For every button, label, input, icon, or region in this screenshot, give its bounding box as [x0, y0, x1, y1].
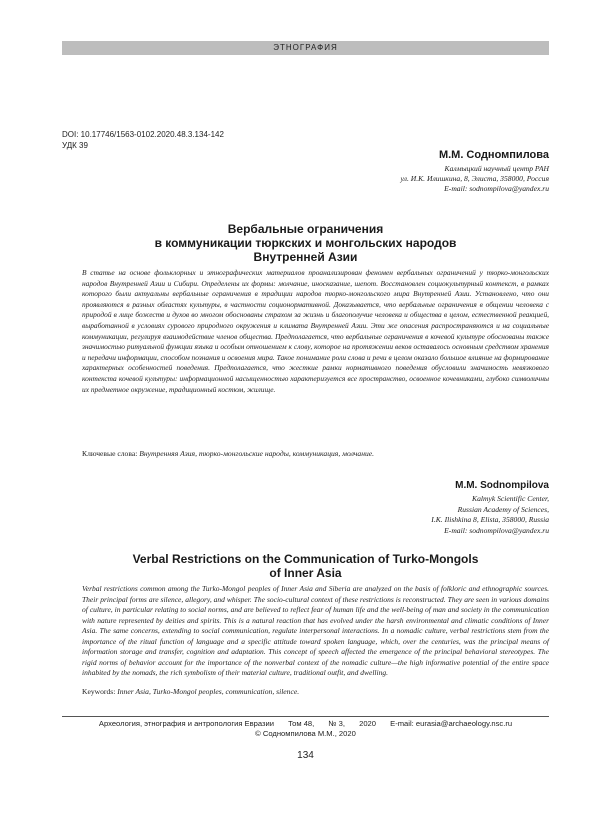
title-line: Вербальные ограничения	[227, 222, 384, 236]
affiliation-line: Russian Academy of Sciences,	[457, 504, 549, 514]
author-email-en: E-mail: sodnompilova@yandex.ru	[444, 525, 549, 535]
author-name-ru: М.М. Содномпилова	[438, 149, 549, 161]
title-line: Verbal Restrictions on the Communication of Turko-Mongols	[132, 552, 479, 566]
affiliation-line: I.K. Ilishkina 8, Elista, 358000, Russia	[431, 515, 549, 524]
keywords-label: Keywords:	[82, 687, 116, 696]
affiliation-line: Kalmyk Scientific Center,	[472, 494, 549, 503]
journal-issue: № 3,	[328, 719, 345, 728]
journal-year: 2020	[359, 719, 377, 728]
title-line: в коммуникации тюркских и монгольских народов	[154, 236, 457, 250]
author-name-en: M.M. Sodnompilova	[455, 480, 549, 491]
keywords-text: Внутренняя Азия, тюрко-монгольские народы, коммуникация, молчание.	[139, 449, 375, 458]
page-number: 134	[297, 750, 314, 761]
journal-name: Археология, этнография и антропология Евразии	[98, 719, 274, 728]
article-title-ru	[62, 222, 549, 264]
affiliation-line: ул. И.К. Илишкина, 8, Элиста, 358000, Россия	[400, 174, 549, 183]
keywords-label: Ключевые слова:	[82, 449, 138, 458]
author-block-ru	[400, 149, 549, 194]
keywords-text: Inner Asia, Turko-Mongol peoples, communication, silence.	[117, 687, 300, 696]
title-line: Внутренней Азии	[253, 250, 358, 264]
article-title-en	[62, 552, 549, 580]
author-email-ru: E-mail: sodnompilova@yandex.ru	[444, 184, 549, 193]
abstract-ru: В статье на основе фольклорных и этнографических материалов проанализирован феномен вербальных ограничений у тюрко-монгольских народов Внутренней Азии и Сибири. Определены их формы: молчание, иносказание, шепот. Восстановлен социокультурный контекст, в рамках которого были актуальны вербальные ограничения в традиции народов тюрко-монгольского мира Внутренней Азии. Установлено, что они проявляются в разных областях культуры, в частности соционормативной. Доказывается, что вербальные ограничения в общении человека с природой в лице божеств и духов во многом обоснованы страхом за жизнь и благополучие человека и общества в целом, естественной реакцией, выработанной в условиях сурового природного окружения и климата Внутренней Азии. Эти же опасения распространяются и на социальные коммуникации, регулируя взаимодействие членов общества. Предполагается, что вербальные ограничения в кочевой культуре обоснованы также значимостью ритуальной функции языка и особым отношением к слову, которое на протяжении веков оставалось основным средством хранения и передачи информации, способом познания и освоения мира. Такое понимание роли слова и речи в целом оказало большое влияние на формирование характерных особенностей поведения. Предполагается, что жесткие рамки нормативного поведения обусловили значимость невязкового контекста кочевой культуры: информационной насыщенностью характеризуется все пространство, освоенное кочевниками, глубоко символичны их предметное окружение, традиционный костюм, жилище.	[82, 268, 549, 394]
footer-divider	[62, 716, 549, 717]
journal-volume: Том 48,	[288, 719, 315, 728]
abstract-en: Verbal restrictions common among the Turko-Mongol peoples of Inner Asia and Siberia are analyzed on the basis of folkloric and ethnographic sources. Their principal forms are silence, allegory, and whisper. The socio-cultural context of these restrictions is reconstructed. They are seen in various domains of culture, in particular relating to social norms, and are believed to reflect fear of human life and the well-being of man and society in the communication with nature represented by deities and spirits. This is a natural reaction that has evolved under the harsh environmental and climatic conditions of Inner Asia. The same concerns, extending to social communication, regulate interpersonal interactions. In a nomadic culture, verbal restrictions stem from the importance of the ritual function of language and a specific attitude toward spoken language, which, over the centuries, was the principal means of information storage and transfer, cognition and adaptation. This concept of speech affected the emergence of the principal behavioral stereotypes. The rigid norms of behavior account for the importance of the nonverbal context of the nomadic culture—the high informative potential of the entire space inhabited by the nomads, the rich symbolism of their material culture, traditional outfit, and dwelling.	[82, 584, 549, 677]
footer-journal-info	[62, 719, 549, 728]
keywords-ru	[82, 449, 374, 458]
title-line: of Inner Asia	[269, 566, 342, 580]
section-header: ЭТНОГРАФИЯ	[62, 41, 549, 55]
journal-email: E-mail: eurasia@archaeology.nsc.ru	[390, 719, 513, 728]
affiliation-line: Калмыцкий научный центр РАН	[444, 164, 549, 173]
doi: DOI: 10.17746/1563-0102.2020.48.3.134-142	[62, 130, 224, 139]
copyright: © Содномпилова М.М., 2020	[255, 729, 356, 738]
author-block-en	[431, 480, 549, 536]
keywords-en	[82, 687, 299, 696]
udk-code: УДК 39	[62, 141, 88, 150]
